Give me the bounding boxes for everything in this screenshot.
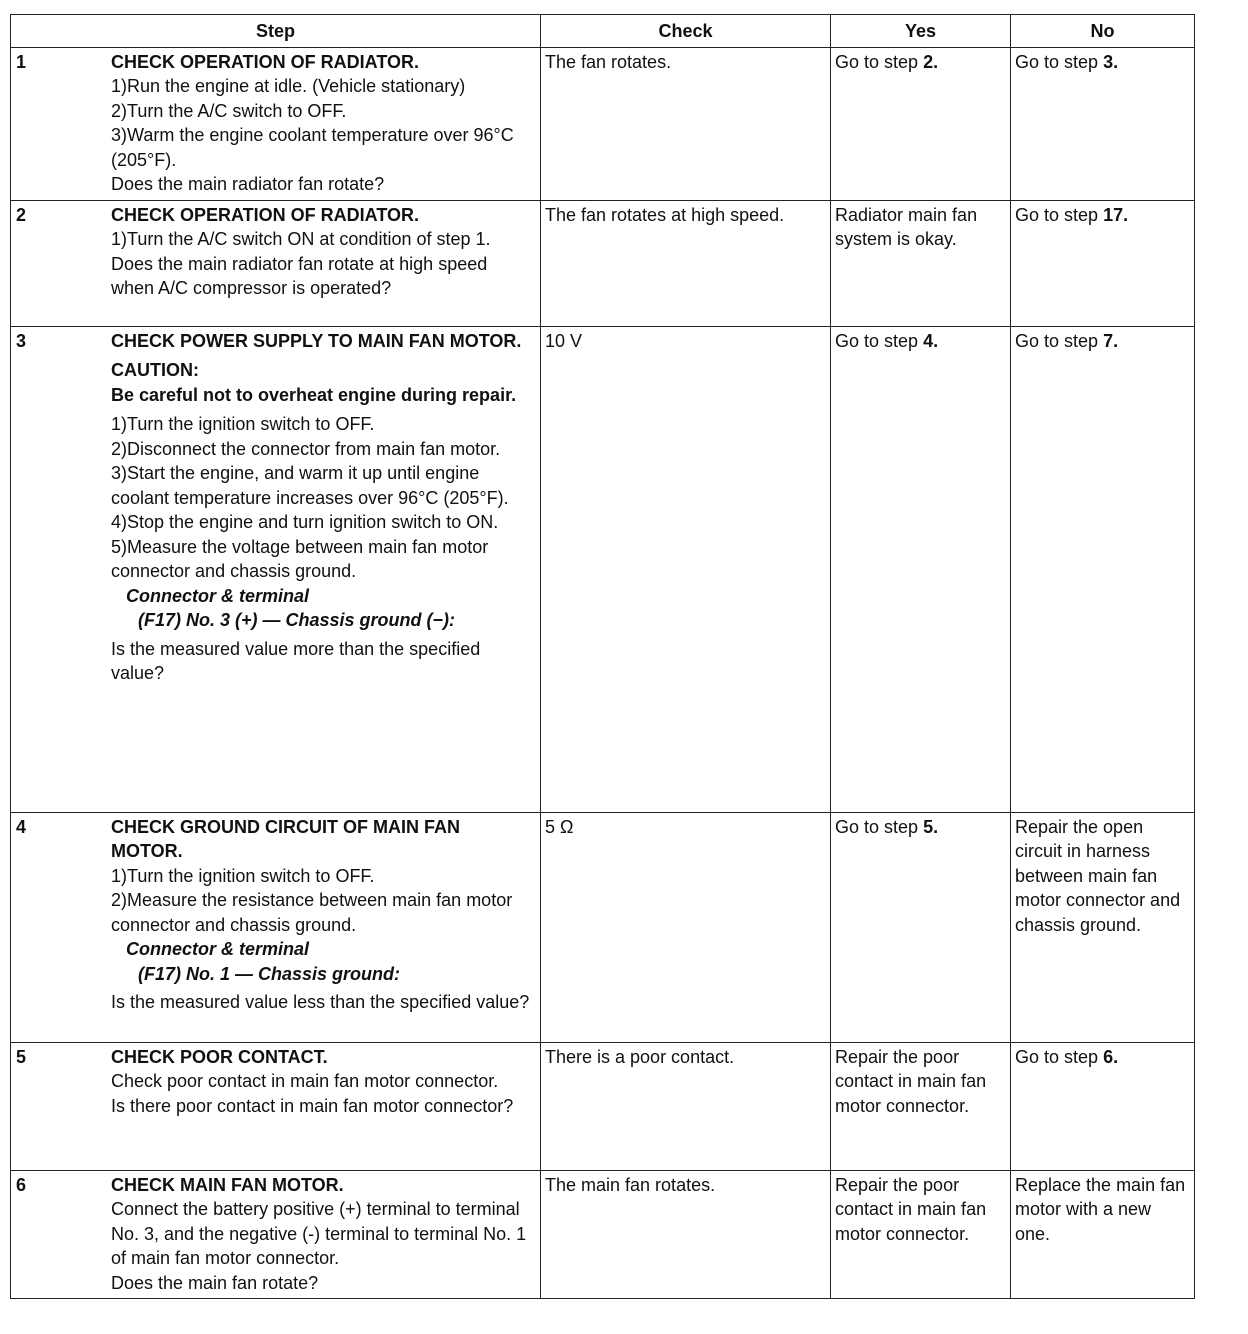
yes-text: Go to step: [835, 816, 924, 837]
yes-text: Go to step: [835, 51, 924, 72]
step-line: 1)Turn the ignition switch to OFF.: [111, 414, 375, 434]
check-cell: 5 Ω: [541, 812, 831, 1042]
no-cell: [1011, 47, 1195, 200]
no-cell: [1011, 326, 1195, 812]
no-step: 7.: [1103, 330, 1119, 351]
check-cell: The fan rotates.: [541, 47, 831, 200]
step-line: 2)Disconnect the connector from main fan motor.: [111, 438, 501, 459]
check-cell: The fan rotates at high speed.: [541, 200, 831, 326]
step-line: 3)Warm the engine coolant temperature over 96°C (205°F).: [111, 125, 514, 170]
connector-value: (F17) No. 1 — Chassis ground:: [138, 963, 401, 984]
header-no: No: [1011, 15, 1195, 48]
yes-cell: [831, 812, 1011, 1042]
step-title: CHECK MAIN FAN MOTOR.: [111, 1174, 344, 1195]
yes-step: 5.: [923, 816, 939, 837]
no-step: 6.: [1103, 1046, 1119, 1067]
diagnostic-table: [10, 14, 1195, 1299]
step-cell: [11, 200, 541, 326]
header-yes: Yes: [831, 15, 1011, 48]
no-text: Go to step: [1015, 204, 1104, 225]
no-cell: [1011, 200, 1195, 326]
step-line: Does the main radiator fan rotate at high speed when A/C compressor is operated?: [111, 253, 488, 298]
step-number: 6: [16, 1174, 27, 1195]
table-row: [11, 200, 1195, 326]
table-row: [11, 326, 1195, 812]
yes-step: 2.: [923, 51, 939, 72]
yes-text: Go to step: [835, 330, 924, 351]
yes-cell: Repair the poor contact in main fan motor connector.: [831, 1042, 1011, 1170]
table-row: [11, 1042, 1195, 1170]
header-step: Step: [11, 15, 541, 48]
no-cell: Repair the open circuit in harness between main fan motor connector and chassis ground.: [1011, 812, 1195, 1042]
yes-step: 4.: [923, 330, 939, 351]
step-cell: [11, 47, 541, 200]
check-cell: The main fan rotates.: [541, 1170, 831, 1299]
caution-label: CAUTION:: [111, 360, 199, 380]
caution-block: [111, 358, 534, 407]
no-text: Go to step: [1015, 1046, 1104, 1067]
no-cell: [1011, 1042, 1195, 1170]
step-line: Connect the battery positive (+) terminal to terminal No. 3, and the negative (-) terminal to terminal No. 1 of main fan motor connector.: [111, 1199, 527, 1268]
step-line: 4)Stop the engine and turn ignition switch to ON.: [111, 512, 499, 532]
no-text: Go to step: [1015, 330, 1104, 351]
connector-value: (F17) No. 3 (+) — Chassis ground (−):: [138, 610, 456, 630]
step-line: 3)Start the engine, and warm it up until engine coolant temperature increases over 96°C (205°F).: [111, 463, 509, 508]
step-question: Is the measured value more than the specified value?: [111, 638, 481, 683]
step-line: Check poor contact in main fan motor connector.: [111, 1071, 499, 1091]
step-number: 3: [16, 330, 27, 351]
step-line: Does the main fan rotate?: [111, 1272, 319, 1293]
step-line: 2)Turn the A/C switch to OFF.: [111, 100, 347, 121]
step-title: CHECK POWER SUPPLY TO MAIN FAN MOTOR.: [111, 330, 522, 351]
step-number: 4: [16, 816, 27, 837]
step-title: CHECK OPERATION OF RADIATOR.: [111, 204, 420, 225]
step-line: 5)Measure the voltage between main fan motor connector and chassis ground.: [111, 536, 489, 581]
step-title: CHECK OPERATION OF RADIATOR.: [111, 51, 420, 72]
step-question: Is the measured value less than the specified value?: [111, 992, 530, 1012]
check-cell: 10 V: [541, 326, 831, 812]
caution-text: Be careful not to overheat engine during repair.: [111, 384, 517, 405]
table-row: [11, 47, 1195, 200]
step-cell: [11, 1042, 541, 1170]
step-line: Does the main radiator fan rotate?: [111, 174, 385, 194]
yes-cell: [831, 326, 1011, 812]
check-cell: There is a poor contact.: [541, 1042, 831, 1170]
step-line: 1)Run the engine at idle. (Vehicle stationary): [111, 76, 466, 96]
step-cell: [11, 812, 541, 1042]
step-line: 1)Turn the A/C switch ON at condition of step 1.: [111, 229, 491, 249]
no-cell: Replace the main fan motor with a new one.: [1011, 1170, 1195, 1299]
step-cell: [11, 326, 541, 812]
step-line: Is there poor contact in main fan motor connector?: [111, 1095, 514, 1116]
step-line: 2)Measure the resistance between main fan motor connector and chassis ground.: [111, 890, 513, 935]
no-text: Go to step: [1015, 51, 1104, 72]
header-check: Check: [541, 15, 831, 48]
connector-label: Connector & terminal: [126, 939, 310, 959]
step-line: 1)Turn the ignition switch to OFF.: [111, 865, 375, 886]
no-step: 17.: [1103, 204, 1129, 225]
yes-cell: Repair the poor contact in main fan motor connector.: [831, 1170, 1011, 1299]
table-row: [11, 812, 1195, 1042]
step-number: 2: [16, 204, 27, 225]
step-title: CHECK POOR CONTACT.: [111, 1046, 328, 1067]
step-number: 1: [16, 51, 27, 72]
step-cell: [11, 1170, 541, 1299]
no-step: 3.: [1103, 51, 1119, 72]
table-row: [11, 1170, 1195, 1299]
step-title: CHECK GROUND CIRCUIT OF MAIN FAN MOTOR.: [111, 816, 460, 861]
step-number: 5: [16, 1046, 27, 1067]
yes-cell: Radiator main fan system is okay.: [831, 200, 1011, 326]
connector-label: Connector & terminal: [126, 585, 310, 606]
table-header-row: [11, 15, 1195, 48]
yes-cell: [831, 47, 1011, 200]
